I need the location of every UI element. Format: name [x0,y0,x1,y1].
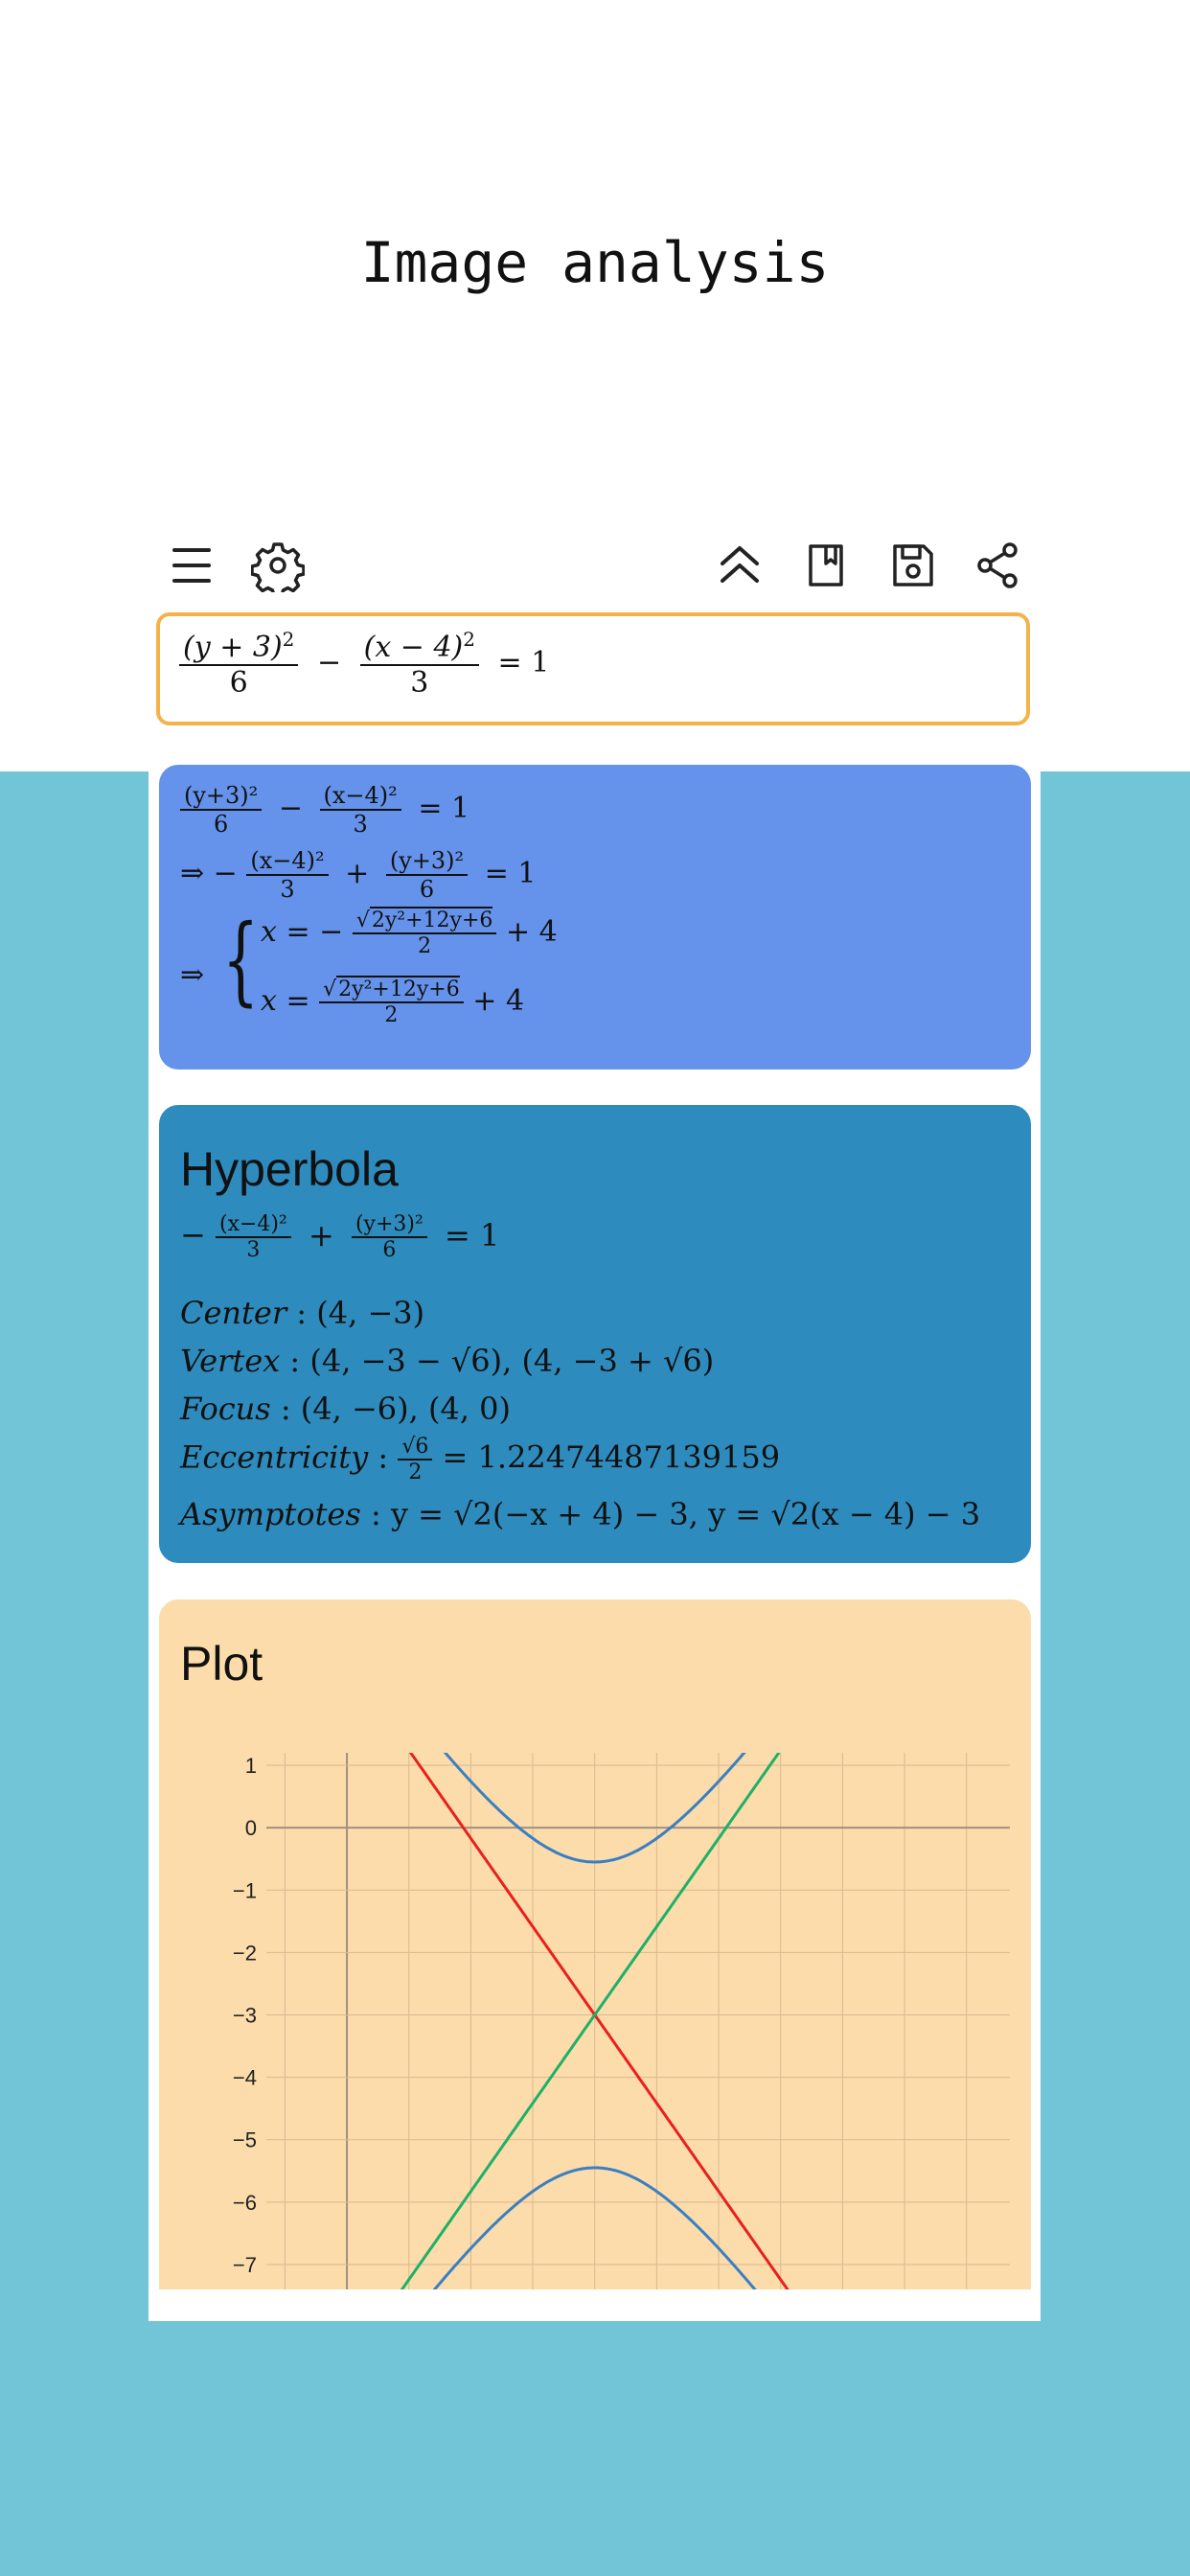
asym-label: Asymptotes [180,1496,361,1532]
vertex-line [180,1343,714,1379]
sol1-num2: (x−4)² [320,782,401,811]
vertex-label: Vertex [180,1343,281,1379]
case2-frac: $\frac{\text{√2y²+12y+6}}{2}$ [319,978,464,1027]
y-tick-label: 1 [244,1754,257,1779]
equation-input[interactable] [156,612,1030,725]
plot-heading: Plot [180,1637,263,1690]
gear-icon[interactable] [251,539,305,592]
sol1-frac-1 [180,782,262,838]
case2-lhs: x = [261,984,310,1018]
sol1-den1: 6 [214,811,229,838]
case1-lhs: x = − [261,915,344,949]
menu-icon[interactable] [165,539,218,592]
y-tick-label: −1 [232,1878,257,1903]
y-tick-label: −4 [232,2065,257,2090]
center-label: Center [180,1295,287,1331]
hyp-eq-rhs: = 1 [445,1216,500,1254]
focus-label: Focus [180,1391,271,1427]
case1-rest: + 4 [505,915,558,949]
double-chevron-up-icon[interactable] [713,539,767,592]
hyp-eq-op: + [308,1216,334,1254]
center-value: : (4, −3) [296,1295,425,1331]
hyp-eq-num2: (y+3)² [352,1212,427,1238]
sol2-den2: 6 [419,876,435,903]
hyperbola-equation [180,1212,499,1262]
hyp-eq-frac-1 [216,1212,291,1262]
sol1-num1: (y+3)² [180,782,262,811]
y-tick-label: −3 [232,2003,257,2028]
vertex-value: : (4, −3 − √6), (4, −3 + √6) [289,1343,715,1379]
case-1 [261,908,558,958]
case2-rest: + 4 [472,984,525,1018]
sol2-frac-1 [246,847,328,903]
asymptotes-line [180,1496,980,1532]
ecc-value: = 1.22474487139159 [442,1438,781,1476]
sol2-frac-2 [386,847,468,903]
input-term1-exp: 2 [282,628,295,651]
sol1-rhs: = 1 [418,792,470,825]
y-tick-label: −5 [232,2128,257,2152]
input-fraction-1 [179,628,298,700]
input-term2-exp: 2 [463,628,475,651]
solution-line-1 [180,782,469,838]
sol1-frac-2 [320,782,401,838]
center-line [180,1295,424,1331]
bookmark-icon[interactable] [799,539,853,592]
hyp-eq-frac-2 [352,1212,427,1262]
hyperbola-plot[interactable] [159,1599,1031,2289]
sol2-den1: 3 [280,876,295,903]
focus-value: : (4, −6), (4, 0) [280,1391,512,1427]
input-term1-num: (y + 3) [183,631,283,664]
save-icon[interactable] [885,539,939,592]
case-brace: { [222,904,260,1016]
case1-num: 2y²+12y+6 [371,908,493,932]
sol1-op: − [278,792,303,825]
hyperbola-heading: Hyperbola [180,1142,399,1196]
input-term2-den: 3 [410,666,429,700]
input-fraction-2 [360,628,479,700]
case1-den: 2 [418,934,432,958]
input-rhs: = 1 [497,645,550,679]
input-term2-num: (x − 4) [363,631,464,664]
solution-card [159,765,1031,1070]
sol2-num1: (x−4)² [246,847,328,876]
plot-area [266,1753,1010,2289]
asym-value: : y = √2(−x + 4) − 3, y = √2(x − 4) − 3 [370,1496,981,1532]
sol3-prefix: ⇒ [180,958,205,992]
y-tick-label: 0 [244,1816,257,1841]
ecc-num: √6 [398,1435,432,1460]
hyp-eq-prefix: − [180,1216,206,1254]
input-minus: − [316,645,342,679]
sol2-rhs: = 1 [484,857,537,890]
y-tick-label: −6 [232,2190,257,2215]
hyp-eq-num1: (x−4)² [216,1212,291,1238]
hyp-eq-den2: 6 [382,1238,397,1262]
y-tick-label: −7 [232,2252,257,2277]
share-icon[interactable] [972,539,1025,592]
input-term1-den: 6 [229,666,248,700]
plot-card [159,1599,1031,2289]
y-tick-label: −2 [232,1941,257,1966]
focus-line [180,1391,511,1427]
eccentricity-line [180,1435,780,1484]
ecc-frac [398,1435,432,1484]
sol2-prefix: ⇒ − [180,857,238,890]
sol1-den2: 3 [353,811,368,838]
sol2-op: + [345,857,370,890]
solution-line-2 [180,847,536,903]
hyp-eq-den1: 3 [246,1238,261,1262]
sol2-num2: (y+3)² [386,847,468,876]
case2-num: 2y²+12y+6 [338,978,460,1001]
case1-frac: $\frac{\text{√2y²+12y+6}}{2}$ [353,908,497,958]
ecc-colon: : [378,1438,389,1476]
case2-den: 2 [384,1003,399,1027]
case-2 [261,978,524,1027]
ecc-label: Eccentricity [180,1438,369,1476]
hyperbola-card [159,1105,1031,1563]
page-title: Image analysis [360,230,830,295]
ecc-den: 2 [408,1460,423,1484]
